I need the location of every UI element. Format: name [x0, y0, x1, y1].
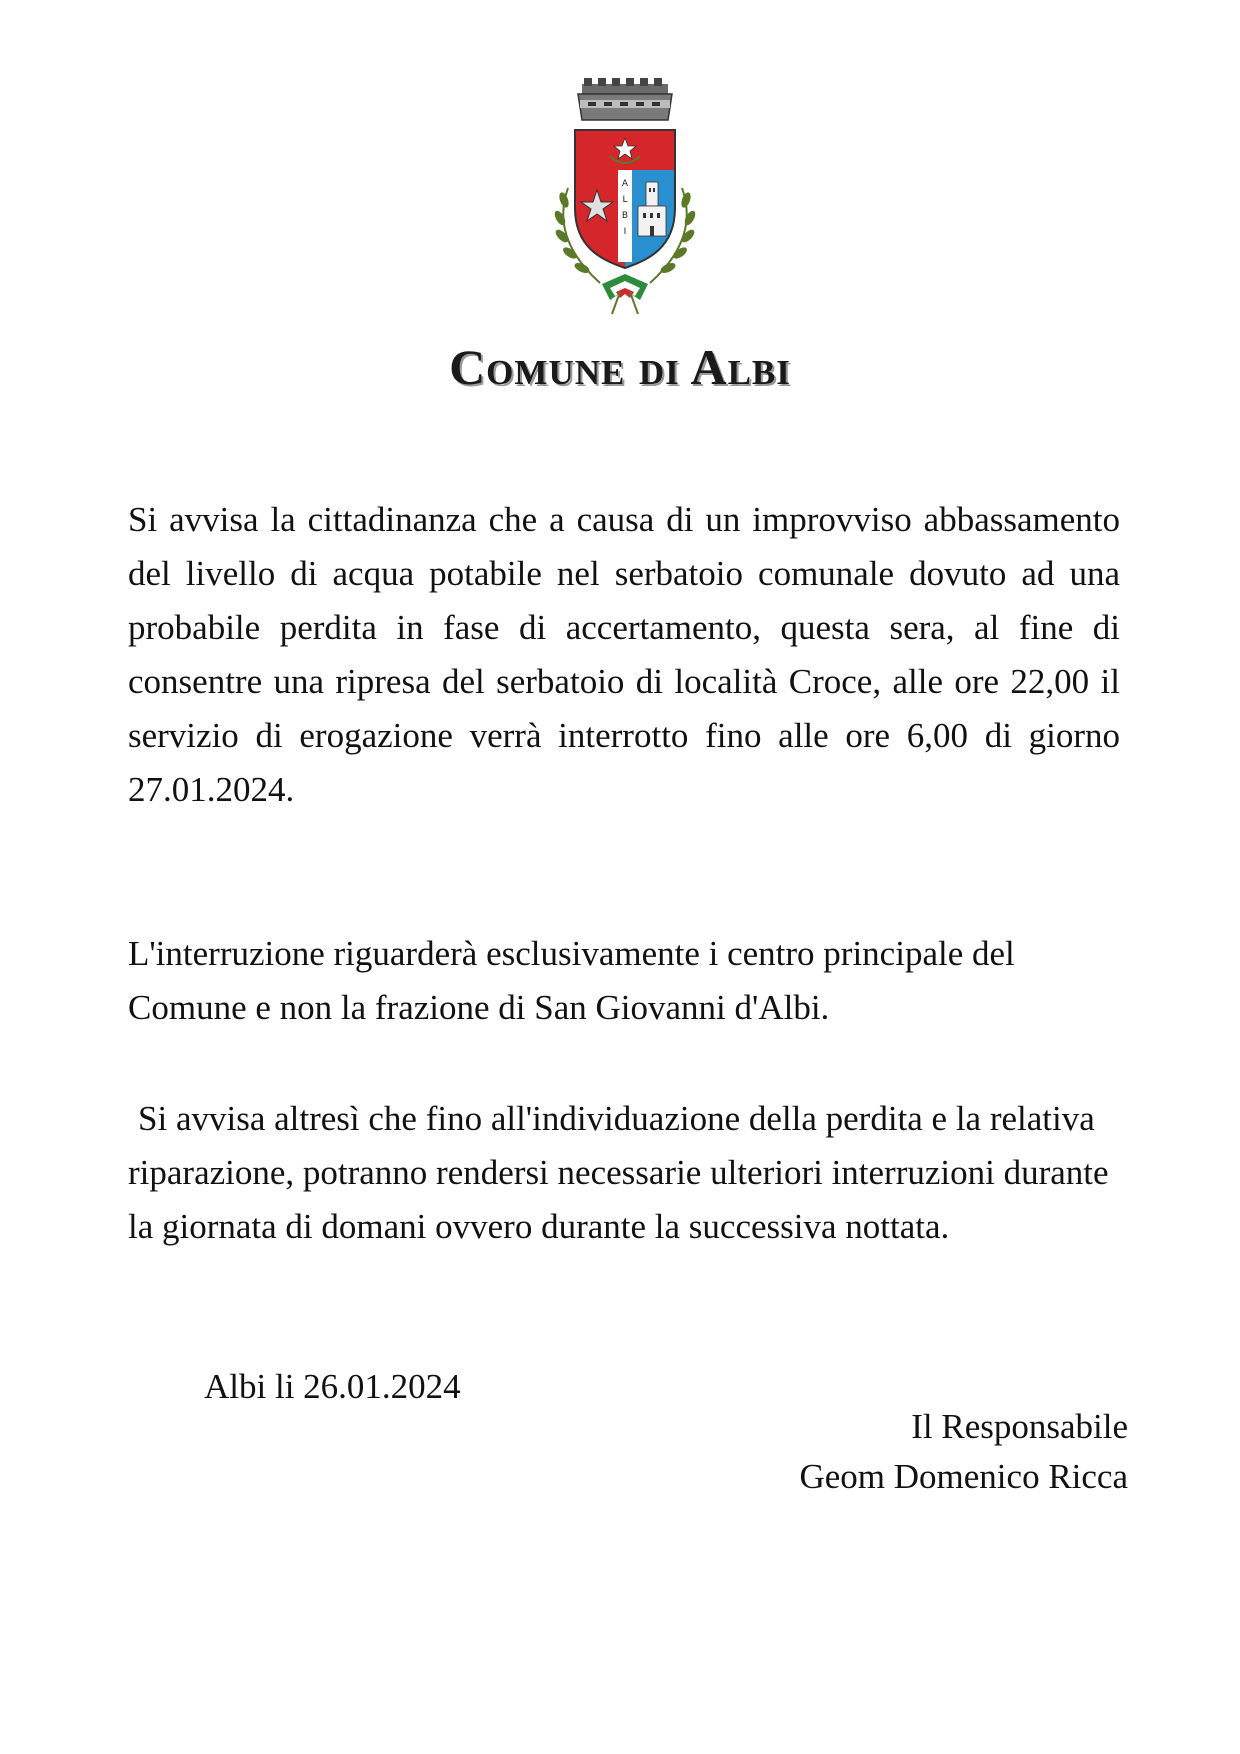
coat-of-arms-icon	[540, 78, 710, 318]
ribbon-icon	[602, 274, 648, 314]
svg-text:A: A	[621, 179, 629, 189]
date-place-line: Albi li 26.01.2024	[204, 1367, 461, 1406]
svg-text:I: I	[623, 227, 627, 237]
svg-text:B: B	[621, 211, 629, 221]
notice-paragraph-3: Si avvisa altresì che fino all'individuazione della perdita e la relativa riparazione, potranno rendersi necessarie ulteriori interruzioni durante la giornata di domani ovvero durante la successiva nottata.	[128, 1099, 1109, 1246]
signer-role: Il Responsabile	[911, 1407, 1128, 1446]
signature-block	[799, 1402, 1128, 1502]
signer-name: Geom Domenico Ricca	[799, 1457, 1128, 1496]
notice-paragraph-2: L'interruzione riguarderà esclusivamente i centro principale del Comune e non la frazione di San Giovanni d'Albi.	[128, 934, 1015, 1027]
notice-paragraph-1: Si avvisa la cittadinanza che a causa di un improvviso abbassamento del livello di acqua potabile nel serbatoio comunale dovuto ad una probabile perdita in fase di accertamento, questa sera, al fine di consentre una ripresa del serbatoio di località Croce, alle ore 22,00 il servizio di erogazione verrà interrotto fino alle ore 6,00 di giorno 27.01.2024.	[128, 500, 1120, 809]
shield-icon	[575, 130, 675, 268]
svg-text:L: L	[622, 195, 628, 205]
page-title: Comune di Albi	[449, 339, 791, 395]
crown-icon	[578, 78, 672, 120]
